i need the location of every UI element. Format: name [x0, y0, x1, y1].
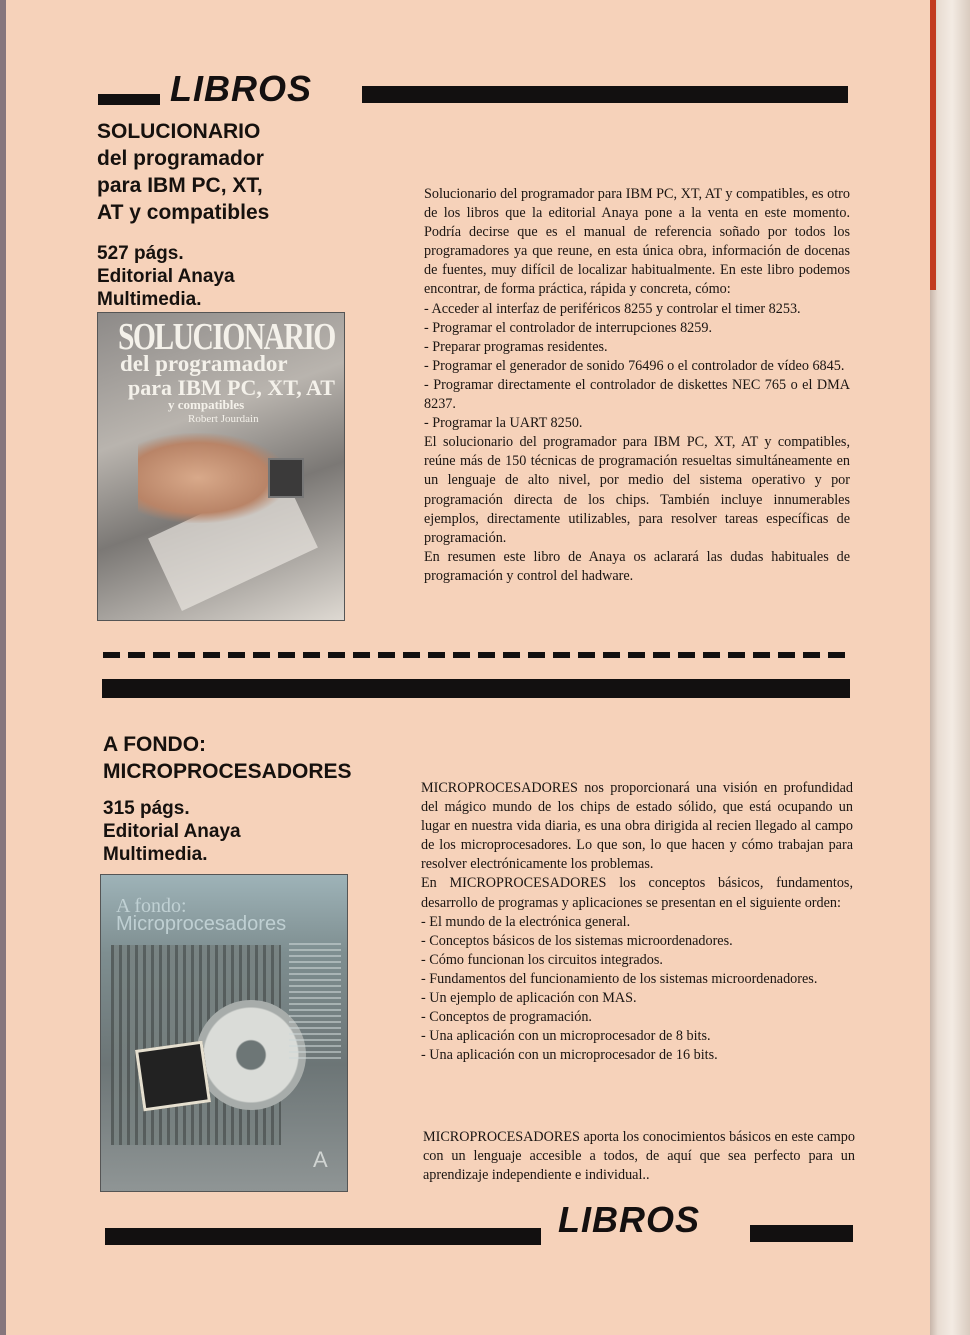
cover-hand [138, 433, 288, 523]
book2-list-item: - Una aplicación con un microprocesador de 16 bits. [421, 1047, 718, 1064]
cover1-title: SOLUCIONARIO [118, 316, 335, 358]
book2-publisher-line: Multimedia. [103, 844, 208, 865]
book1-title-line: AT y compatibles [97, 201, 270, 224]
book2-list-item: - Un ejemplo de aplicación con MAS. [421, 990, 637, 1007]
book2-cover-image [100, 874, 348, 1192]
book1-pages: 527 págs. [97, 243, 184, 264]
book2-title [103, 731, 403, 785]
book1-cover-image [97, 312, 345, 621]
book1-list-item: - Preparar programas residentes. [424, 338, 608, 355]
book2-pages: 315 págs. [103, 798, 190, 819]
cover-publisher-logo: A [313, 1147, 328, 1172]
book1-list-item: - Programar la UART 8250. [424, 415, 583, 432]
book1-list-item: - Programar el generador de sonido 76496 o el controlador de vídeo 6845. [424, 357, 845, 374]
page-binding-edge [0, 0, 6, 1335]
book2-list-item: - Fundamentos del funcionamiento de los sistemas microordenadores. [421, 970, 818, 987]
book1-meta [97, 242, 357, 311]
book1-publisher-line: Editorial Anaya [97, 266, 235, 287]
book1-list-item: - Programar directamente el controlador de diskettes NEC 765 o el DMA 8237. [424, 376, 850, 413]
book1-title-line: SOLUCIONARIO [97, 120, 261, 143]
book2-paragraph: MICROPROCESADORES nos proporcionará una visión en profundidad del mágico mundo de los chips de estado sólido, que está ocupando un lugar en nuestra vida diaria, es una obra dirigida al recien llegado al campo de los microprocesadores. Lo que son, lo que hacen y cómo trabajan para resolver electrónicamente los problemas. [421, 780, 853, 873]
header-left-bar [98, 94, 160, 105]
cover-text-column [289, 943, 341, 1063]
cover1-author: Robert Jourdain [188, 413, 259, 425]
header-right-bar [362, 86, 848, 103]
cover-calculator [268, 458, 304, 498]
cover-chip [135, 1041, 211, 1112]
facing-page-spine [930, 0, 970, 1335]
book2-closing-paragraph: MICROPROCESADORES aporta los conocimientos básicos en este campo con un lenguaje accesible a todos, de aquí que sea perfecto para un aprendizaje independiente e individual.. [423, 1129, 855, 1184]
cover1-subtitle: y compatibles [168, 397, 245, 412]
book2-title-line: A FONDO: [103, 733, 207, 756]
book2-description [421, 779, 853, 1065]
section-heading-bottom: LIBROS [558, 1199, 701, 1240]
book2-list-item: - Conceptos básicos de los sistemas microordenadores. [421, 932, 733, 949]
thick-separator-bar [102, 679, 850, 698]
book2-closing [423, 1128, 855, 1185]
cover2-title: A fondo: [116, 895, 187, 917]
book1-paragraph: Solucionario del programador para IBM PC, XT, AT y compatibles, es otro de los libros que la editorial Anaya pone a la venta en este momento. Podría decirse que es el manual de referencia soñado por todos los programadores ya que reune, en esta única obra, información de docenas de fuentes, muy difícil de localizar habitualmente. En este libro podemos encontrar, de forma práctica, rápida y concreta, cómo: [424, 186, 850, 298]
book1-title-line: del programador [97, 147, 264, 170]
book1-description [424, 185, 850, 586]
book2-list-item: - Conceptos de programación. [421, 1009, 592, 1026]
book2-list-item: - El mundo de la electrónica general. [421, 913, 631, 930]
book2-title-line: MICROPROCESADORES [103, 760, 352, 783]
cover1-subtitle: del programador [120, 351, 288, 376]
book1-title [97, 118, 357, 226]
book1-list-item: - Programar el controlador de interrupciones 8259. [424, 319, 712, 336]
cover1-subtitle: para IBM PC, XT, AT [128, 375, 335, 400]
book1-publisher-line: Multimedia. [97, 289, 202, 310]
dashed-separator [103, 652, 853, 658]
cover2-title: Microprocesadores [116, 913, 287, 935]
section-heading-top: LIBROS [170, 68, 313, 109]
book2-paragraph: En MICROPROCESADORES los conceptos básicos, fundamentos, desarrollo de programas y aplicaciones se presentan en el siguiente orden: [421, 875, 853, 911]
footer-right-bar [750, 1225, 853, 1242]
book2-meta [103, 797, 363, 866]
facing-page-red-strip [930, 0, 936, 290]
book1-paragraph: El solucionario del programador para IBM PC, XT, AT y compatibles, reúne más de 150 técnicas de programación resueltas simultáneamente en un lenguaje de alto nivel, por medio del sistema operativo y por programación directa de los chips. También incluye innumerables ejemplos, directamente utilizables, para resolver tareas específicas de programación. [424, 434, 850, 546]
book1-list-item: - Acceder al interfaz de periféricos 8255 y controlar el timer 8253. [424, 300, 801, 317]
book1-title-line: para IBM PC, XT, [97, 174, 263, 197]
book2-publisher-line: Editorial Anaya [103, 821, 241, 842]
footer-left-bar [105, 1228, 541, 1245]
book1-paragraph: En resumen este libro de Anaya os aclarará las dudas habituales de programación y control del hadware. [424, 548, 850, 584]
book2-list-item: - Cómo funcionan los circuitos integrados. [421, 951, 663, 968]
book2-list-item: - Una aplicación con un microprocesador de 8 bits. [421, 1028, 711, 1045]
